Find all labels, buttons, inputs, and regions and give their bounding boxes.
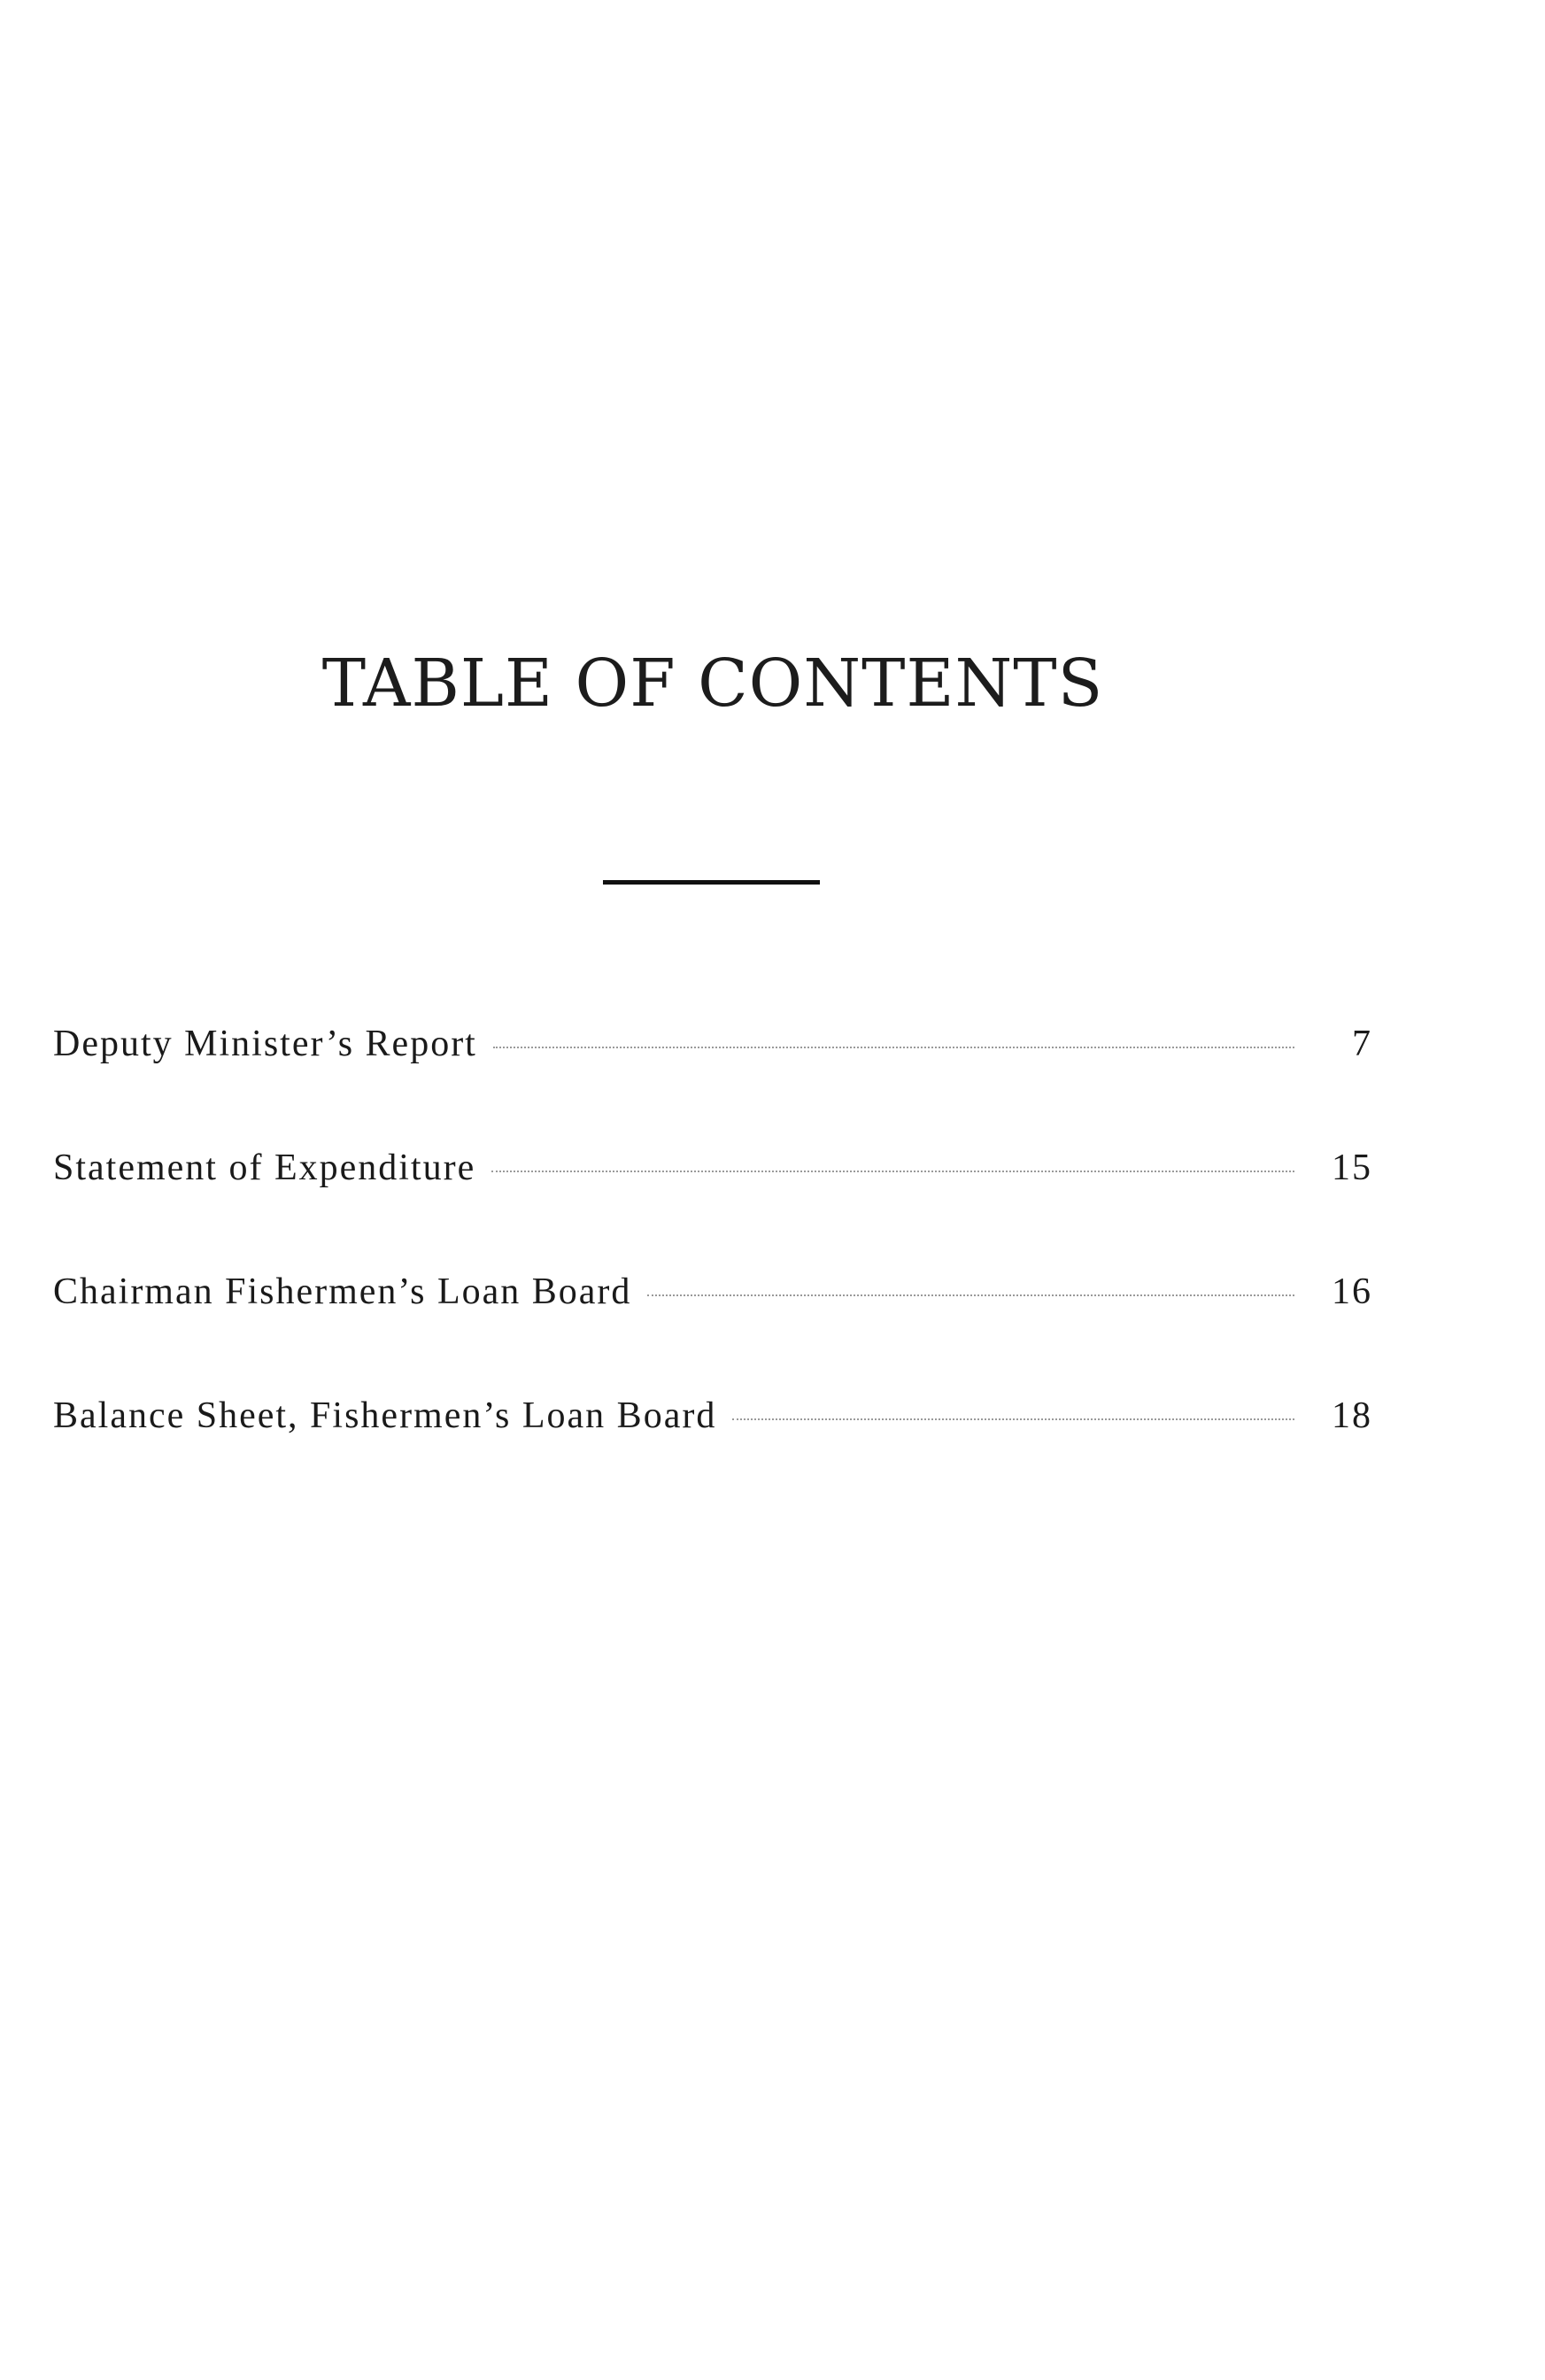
toc-entry: [53, 1271, 1372, 1395]
toc-entry-page: 16: [1332, 1271, 1372, 1312]
toc-entry: [53, 1023, 1372, 1147]
toc-entry-label: Deputy Minister’s Report: [53, 1024, 477, 1064]
toc-entry-page: 15: [1332, 1148, 1372, 1188]
contents-list: [53, 1023, 1372, 1518]
toc-entry-label: Statement of Expenditure: [53, 1148, 476, 1188]
dot-leader: [732, 1418, 1294, 1420]
toc-entry-label: Balance Sheet, Fishermen’s Loan Board: [53, 1395, 717, 1436]
title-rule: [603, 880, 820, 885]
toc-entry: [53, 1147, 1372, 1271]
toc-entry-page: 18: [1332, 1395, 1372, 1436]
toc-entry-page: 7: [1352, 1024, 1372, 1064]
toc-entry: [53, 1395, 1372, 1518]
page-title: TABLE OF CONTENTS: [321, 645, 1104, 722]
dot-leader: [647, 1294, 1294, 1296]
toc-entry-label: Chairman Fishermen’s Loan Board: [53, 1271, 632, 1312]
dot-leader: [491, 1171, 1294, 1172]
dot-leader: [493, 1047, 1294, 1048]
